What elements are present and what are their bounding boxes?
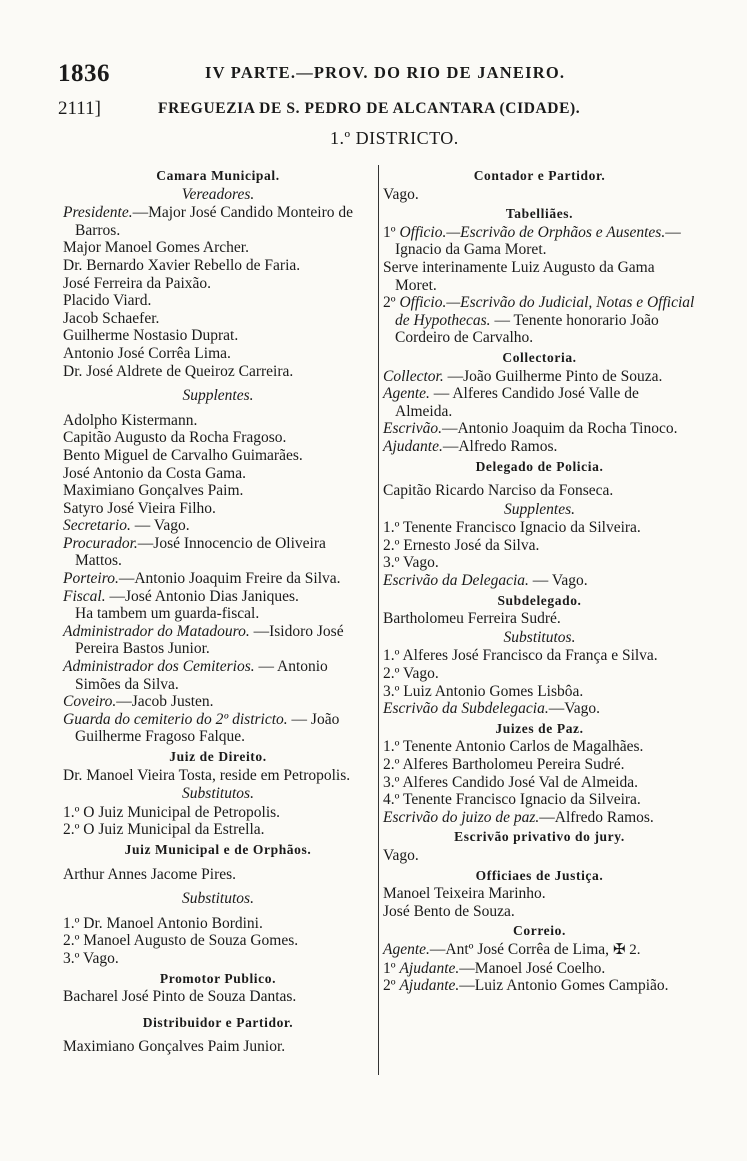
officio-1-entry: 1º Officio.—Escrivão de Orphãos e Ausentes.—Ignacio da Gama Moret. <box>383 223 681 259</box>
section-title-collectoria: Collectoria. <box>502 349 577 365</box>
page-number: 1836 <box>58 60 110 87</box>
section-title-juiz-direito: Juiz de Direito. <box>169 749 267 764</box>
left-column <box>63 165 373 1056</box>
subdelegado-entry: Bartholomeu Ferreira Sudré. <box>383 610 561 628</box>
distribuidor-entry: Maximiano Gonçalves Paim Junior. <box>63 1038 286 1056</box>
subsection-substitutos: Substitutos. <box>182 890 254 908</box>
list-item: Antonio José Corrêa Lima. <box>63 344 231 362</box>
parish-title: FREGUEZIA DE S. PEDRO DE ALCANTARA (CIDADE). <box>158 100 581 117</box>
presidente-entry: Presidente.—Major José Candido Monteiro de Barros. <box>63 204 354 239</box>
list-item: 1.º Alferes José Francisco da França e Silva. <box>383 647 658 665</box>
list-item: Dr. Bernardo Xavier Rebello de Faria. <box>63 256 301 274</box>
escrivao-jury-entry: Vago. <box>383 846 419 864</box>
list-item: 3.º Vago. <box>63 949 119 967</box>
cemiterios-entry: Administrador dos Cemiterios. — Antonio Simões da Silva. <box>63 658 328 693</box>
list-item: Major Manoel Gomes Archer. <box>63 239 249 257</box>
list-item: 2.º Vago. <box>383 665 439 683</box>
list-item: Maximiano Gonçalves Paim. <box>63 482 244 500</box>
fiscal-entry: Fiscal. —José Antonio Dias Janiques. <box>63 587 299 605</box>
ajudante-2-entry: 2º Ajudante.—Luiz Antonio Gomes Campião. <box>383 977 669 995</box>
promotor-entry: Bacharel José Pinto de Souza Dantas. <box>63 988 297 1006</box>
subsection-substitutos: Substitutos. <box>182 785 254 803</box>
list-item: 3.º Alferes Candido José Val de Almeida. <box>383 773 639 791</box>
escrivao-subdelegacia-entry: Escrivão da Subdelegacia.—Vago. <box>383 700 600 718</box>
entry-number: 2111] <box>58 98 101 119</box>
coveiro-entry: Coveiro.—Jacob Justen. <box>63 693 214 711</box>
section-title-distribuidor: Distribuidor e Partidor. <box>142 1014 294 1030</box>
section-title-juiz-municipal: Juiz Municipal e de Orphãos. <box>124 841 312 857</box>
running-title: IV PARTE.—PROV. DO RIO DE JANEIRO. <box>205 63 566 82</box>
section-title-promotor: Promotor Publico. <box>159 970 277 986</box>
ajudante-entry: Ajudante.—Alfredo Ramos. <box>383 437 558 455</box>
list-item: 3.º Vago. <box>383 554 439 572</box>
list-item: 1.º Tenente Antonio Carlos de Magalhães. <box>383 738 644 756</box>
list-item: 2.º O Juiz Municipal da Estrella. <box>63 821 265 839</box>
right-column <box>383 165 696 995</box>
escrivao-entry: Escrivão.—Antonio Joaquim da Rocha Tinoco. <box>383 420 678 438</box>
list-item: 2.º Ernesto José da Silva. <box>383 536 540 554</box>
list-item: Satyro José Vieira Filho. <box>63 499 216 517</box>
secretario-entry: Secretario. — Vago. <box>63 517 190 535</box>
list-item: José Ferreira da Paixão. <box>63 274 212 292</box>
list-item: 1.º O Juiz Municipal de Petropolis. <box>63 803 281 821</box>
escrivao-delegacia-entry: Escrivão da Delegacia. — Vago. <box>383 572 588 590</box>
contador-entry: Vago. <box>383 185 419 203</box>
procurador-entry: Procurador.—José Innocencio de Oliveira Mattos. <box>63 534 326 570</box>
list-item: José Antonio da Costa Gama. <box>63 464 246 482</box>
list-item: 1.º Tenente Francisco Ignacio da Silveira. <box>383 519 641 537</box>
list-item: Capitão Augusto da Rocha Fragoso. <box>63 429 287 447</box>
section-title-juizes-paz: Juizes de Paz. <box>495 720 584 736</box>
list-item: 3.º Luiz Antonio Gomes Lisbôa. <box>383 682 584 700</box>
list-item: José Bento de Souza. <box>383 902 515 920</box>
list-item: Dr. José Aldrete de Queiroz Carreira. <box>63 362 294 380</box>
porteiro-entry: Porteiro.—Antonio Joaquim Freire da Silva. <box>63 570 341 588</box>
officio-1-note: Serve interinamente Luiz Augusto da Gama Moret. <box>383 258 655 294</box>
guarda-entry: Guarda do cemiterio do 2º districto. — João Guilherme Fragoso Falque. <box>63 710 340 746</box>
subsection-supplentes: Supplentes. <box>182 387 254 405</box>
section-title-officiaes: Officiaes de Justiça. <box>475 867 604 883</box>
maltese-cross-icon: ✠ 2. <box>612 941 641 958</box>
escrivao-paz-entry: Escrivão do juizo de paz.—Alfredo Ramos. <box>383 808 654 826</box>
list-item: Adolpho Kistermann. <box>63 411 198 429</box>
delegado-entry: Capitão Ricardo Narciso da Fonseca. <box>383 482 614 500</box>
collector-entry: Collector. —João Guilherme Pinto de Souza. <box>383 367 663 385</box>
agente-entry: Agente. — Alferes Candido José Valle de Almeida. <box>383 385 639 420</box>
subsection-supplentes: Supplentes. <box>503 500 576 518</box>
juiz-municipal-entry: Arthur Annes Jacome Pires. <box>63 865 237 883</box>
section-title-tabelliaes: Tabelliães. <box>505 206 574 222</box>
correio-agente-entry: Agente.—Antº José Corrêa de Lima, ✠ 2. <box>383 940 641 958</box>
juiz-direito-entry: Dr. Manoel Vieira Tosta, reside em Petropolis. <box>63 766 351 784</box>
section-title-subdelegado: Subdelegado. <box>497 592 582 608</box>
section-title-camara: Camara Municipal. <box>156 168 280 183</box>
section-title-escrivao-jury: Escrivão privativo do jury. <box>454 829 625 845</box>
fiscal-note: Ha tambem um guarda-fiscal. <box>75 605 260 623</box>
section-title-contador: Contador e Partidor. <box>473 168 606 183</box>
section-title-delegado: Delegado de Policia. <box>475 458 604 474</box>
column-divider <box>378 165 379 1075</box>
district-title: 1.º DISTRICTO. <box>330 128 459 148</box>
subsection-substitutos: Substitutos. <box>503 628 576 646</box>
list-item: Placido Viard. <box>63 292 152 310</box>
subsection-vereadores: Vereadores. <box>181 185 255 203</box>
list-item: Jacob Schaefer. <box>63 309 160 327</box>
matadouro-entry: Administrador do Matadouro. —Isidoro José Pereira Bastos Junior. <box>63 622 344 658</box>
list-item: Bento Miguel de Carvalho Guimarães. <box>63 446 303 464</box>
officio-2-entry: 2º Officio.—Escrivão do Judicial, Notas e Official de Hypothecas. — Tenente honorario João Cordeiro de Carvalho. <box>383 294 695 347</box>
list-item: 2.º Manoel Augusto de Souza Gomes. <box>63 932 299 950</box>
ajudante-1-entry: 1º Ajudante.—Manoel José Coelho. <box>383 959 606 977</box>
section-title-correio: Correio. <box>513 923 566 939</box>
list-item: Manoel Teixeira Marinho. <box>383 885 546 903</box>
list-item: 2.º Alferes Bartholomeu Pereira Sudré. <box>383 756 625 773</box>
list-item: Guilherme Nostasio Duprat. <box>63 327 239 345</box>
list-item: 1.º Dr. Manoel Antonio Bordini. <box>63 914 263 932</box>
list-item: 4.º Tenente Francisco Ignacio da Silveira. <box>383 791 641 809</box>
